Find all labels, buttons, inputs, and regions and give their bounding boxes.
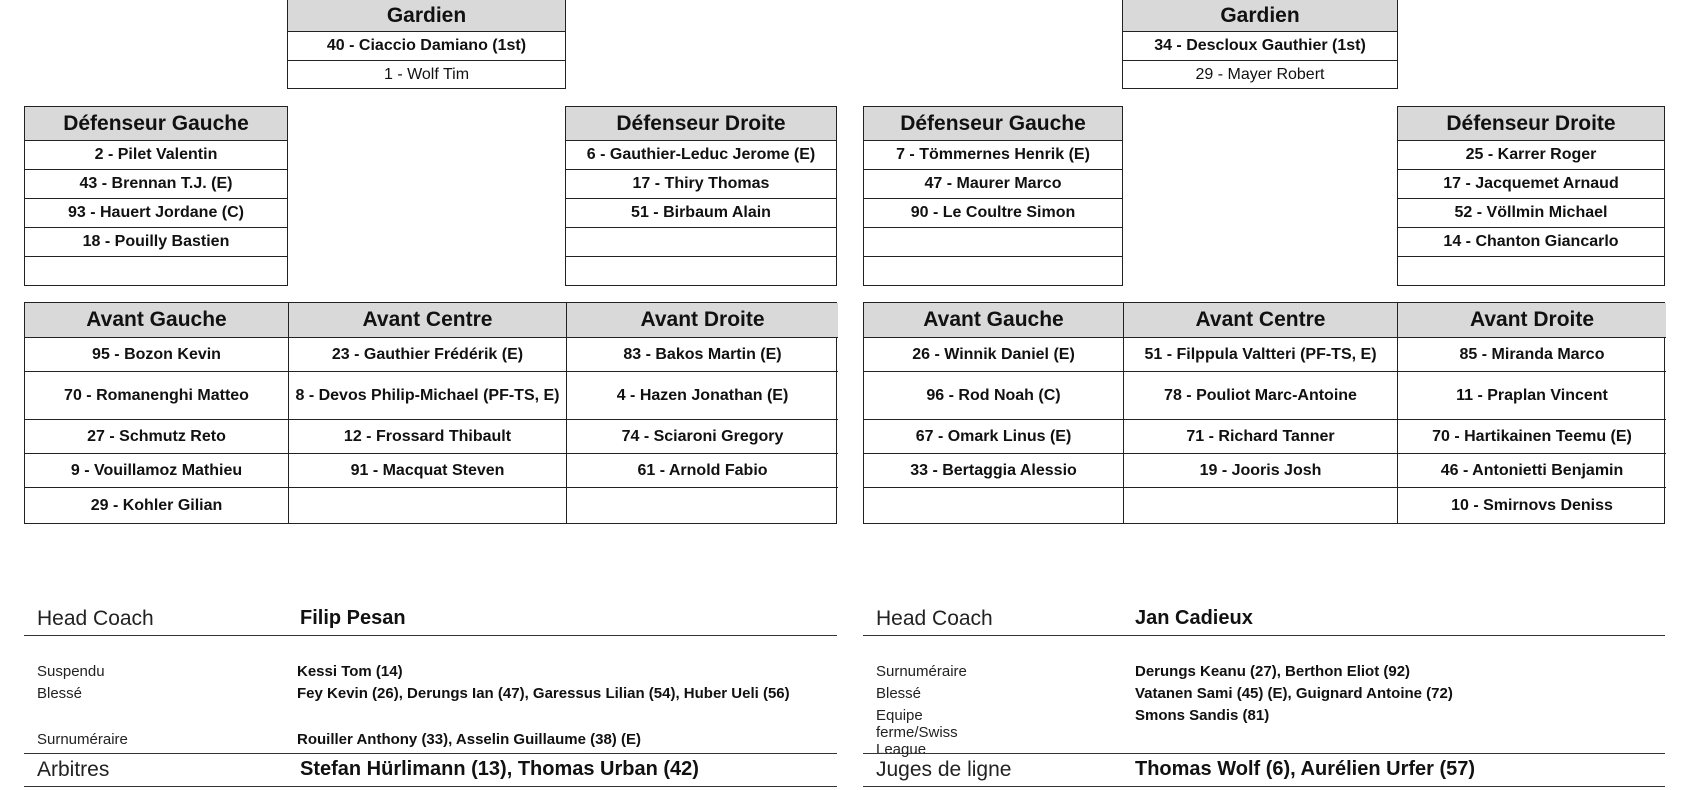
home-def-left-player <box>25 257 287 285</box>
away-fwd-cell: 51 - Filppula Valtteri (PF-TS, E) <box>1124 338 1398 372</box>
away-fwd-header-left: Avant Gauche <box>864 303 1124 338</box>
home-def-right-player: 51 - Birbaum Alain <box>566 199 836 228</box>
away-def-left-player: 7 - Tömmernes Henrik (E) <box>864 141 1122 170</box>
away-fwd-cell <box>1124 488 1398 523</box>
away-fwd-cell <box>864 488 1124 523</box>
home-note-label: Blessé <box>37 685 83 702</box>
home-def-right-player: 17 - Thiry Thomas <box>566 170 836 199</box>
away-fwd-cell: 33 - Bertaggia Alessio <box>864 454 1124 488</box>
home-note-label: Suspendu <box>37 663 105 680</box>
away-note-value: Smons Sandis (81) <box>1135 707 1270 724</box>
home-fwd-cell: 61 - Arnold Fabio <box>567 454 838 488</box>
home-note-value: Kessi Tom (14) <box>297 663 403 680</box>
away-fwd-cell: 78 - Pouliot Marc-Antoine <box>1124 372 1398 420</box>
away-def-right-player: 52 - Völlmin Michael <box>1398 199 1664 228</box>
away-def-left-player: 90 - Le Coultre Simon <box>864 199 1122 228</box>
home-fwd-header-left: Avant Gauche <box>25 303 289 338</box>
home-officials-label: Arbitres <box>37 758 110 781</box>
home-fwd-cell: 12 - Frossard Thibault <box>289 420 567 454</box>
home-fwd-cell: 27 - Schmutz Reto <box>25 420 289 454</box>
home-fwd-cell: 23 - Gauthier Frédérik (E) <box>289 338 567 372</box>
home-goalie-starter: 40 - Ciaccio Damiano (1st) <box>288 32 565 61</box>
home-fwd-cell: 8 - Devos Philip-Michael (PF-TS, E) <box>289 372 567 420</box>
away-goalie-table <box>1122 0 1398 89</box>
away-note-label: Blessé <box>876 685 922 702</box>
away-fwd-cell: 46 - Antonietti Benjamin <box>1398 454 1666 488</box>
home-fwd-cell <box>567 488 838 523</box>
away-def-right-player: 17 - Jacquemet Arnaud <box>1398 170 1664 199</box>
home-fwd-cell: 70 - Romanenghi Matteo <box>25 372 289 420</box>
home-fwd-header-center: Avant Centre <box>289 303 567 338</box>
away-goalie-backup: 29 - Mayer Robert <box>1195 65 1325 83</box>
away-coach-label: Head Coach <box>876 607 993 630</box>
home-notes-divider <box>24 753 837 754</box>
away-officials-label: Juges de ligne <box>876 758 1012 781</box>
away-note-value: Derungs Keanu (27), Berthon Eliot (92) <box>1135 663 1411 680</box>
away-fwd-header-center: Avant Centre <box>1124 303 1398 338</box>
away-fwd-cell: 11 - Praplan Vincent <box>1398 372 1666 420</box>
home-fwd-cell: 91 - Macquat Steven <box>289 454 567 488</box>
home-def-right-header: Défenseur Droite <box>566 107 836 141</box>
away-fwd-header-right: Avant Droite <box>1398 303 1666 338</box>
away-note-value: Vatanen Sami (45) (E), Guignard Antoine (72) <box>1135 685 1453 702</box>
home-fwd-cell <box>289 488 567 523</box>
away-coach-name: Jan Cadieux <box>1135 607 1253 629</box>
home-fwd-cell: 9 - Vouillamoz Mathieu <box>25 454 289 488</box>
away-def-left-player: 47 - Maurer Marco <box>864 170 1122 199</box>
away-fwd-cell: 10 - Smirnovs Deniss <box>1451 496 1613 514</box>
home-fwd-cell: 83 - Bakos Martin (E) <box>567 338 838 372</box>
away-fwd-cell: 19 - Jooris Josh <box>1124 454 1398 488</box>
away-officials-names: Thomas Wolf (6), Aurélien Urfer (57) <box>1135 758 1476 780</box>
home-note-value: Rouiller Anthony (33), Asselin Guillaume (38) (E) <box>297 731 641 748</box>
home-def-left-player: 18 - Pouilly Bastien <box>25 228 287 257</box>
away-goalie-starter: 34 - Descloux Gauthier (1st) <box>1123 32 1397 61</box>
away-notes-divider <box>863 753 1665 754</box>
home-def-right-table <box>565 106 837 286</box>
away-fwd-cell: 96 - Rod Noah (C) <box>864 372 1124 420</box>
home-coach-label: Head Coach <box>37 607 154 630</box>
home-def-left-header: Défenseur Gauche <box>25 107 287 141</box>
away-coach-divider <box>863 635 1665 636</box>
home-fwd-cell: 4 - Hazen Jonathan (E) <box>567 372 838 420</box>
away-forwards-table <box>863 302 1665 524</box>
away-def-right-player: 25 - Karrer Roger <box>1398 141 1664 170</box>
away-def-left-header: Défenseur Gauche <box>864 107 1122 141</box>
home-def-left-player: 2 - Pilet Valentin <box>25 141 287 170</box>
away-def-right-table <box>1397 106 1665 286</box>
away-note-label: Equipe ferme/Swiss League <box>876 707 958 758</box>
home-fwd-cell: 74 - Sciaroni Gregory <box>567 420 838 454</box>
home-goalie-header: Gardien <box>288 0 565 32</box>
away-goalie-header: Gardien <box>1123 0 1397 32</box>
away-fwd-cell: 70 - Hartikainen Teemu (E) <box>1398 420 1666 454</box>
away-note-label: Surnuméraire <box>876 663 967 680</box>
away-fwd-cell: 71 - Richard Tanner <box>1124 420 1398 454</box>
away-officials-divider <box>863 786 1665 787</box>
away-fwd-cell: 26 - Winnik Daniel (E) <box>864 338 1124 372</box>
away-def-right-player: 14 - Chanton Giancarlo <box>1398 228 1664 257</box>
home-fwd-cell: 29 - Kohler Gilian <box>25 488 289 523</box>
home-officials-divider <box>24 786 837 787</box>
home-fwd-cell: 95 - Bozon Kevin <box>25 338 289 372</box>
home-note-label: Surnuméraire <box>37 731 128 748</box>
away-fwd-cell: 85 - Miranda Marco <box>1398 338 1666 372</box>
home-def-left-table <box>24 106 288 286</box>
away-def-left-table <box>863 106 1123 286</box>
home-def-right-player <box>566 257 836 285</box>
home-officials-names: Stefan Hürlimann (13), Thomas Urban (42) <box>300 758 699 780</box>
home-def-right-player <box>566 228 836 257</box>
home-forwards-table <box>24 302 837 524</box>
home-goalie-table <box>287 0 566 89</box>
home-def-left-player: 43 - Brennan T.J. (E) <box>25 170 287 199</box>
home-coach-name: Filip Pesan <box>300 607 406 629</box>
home-fwd-header-right: Avant Droite <box>567 303 838 338</box>
home-def-right-player: 6 - Gauthier-Leduc Jerome (E) <box>566 141 836 170</box>
home-def-left-player: 93 - Hauert Jordane (C) <box>25 199 287 228</box>
away-def-right-player <box>1398 257 1664 285</box>
home-goalie-backup: 1 - Wolf Tim <box>383 65 470 83</box>
away-fwd-cell: 67 - Omark Linus (E) <box>864 420 1124 454</box>
away-def-left-player <box>864 257 1122 285</box>
away-def-right-header: Défenseur Droite <box>1398 107 1664 141</box>
home-coach-divider <box>24 635 837 636</box>
away-def-left-player <box>864 228 1122 257</box>
home-note-value: Fey Kevin (26), Derungs Ian (47), Garessus Lilian (54), Huber Ueli (56) <box>297 685 790 702</box>
